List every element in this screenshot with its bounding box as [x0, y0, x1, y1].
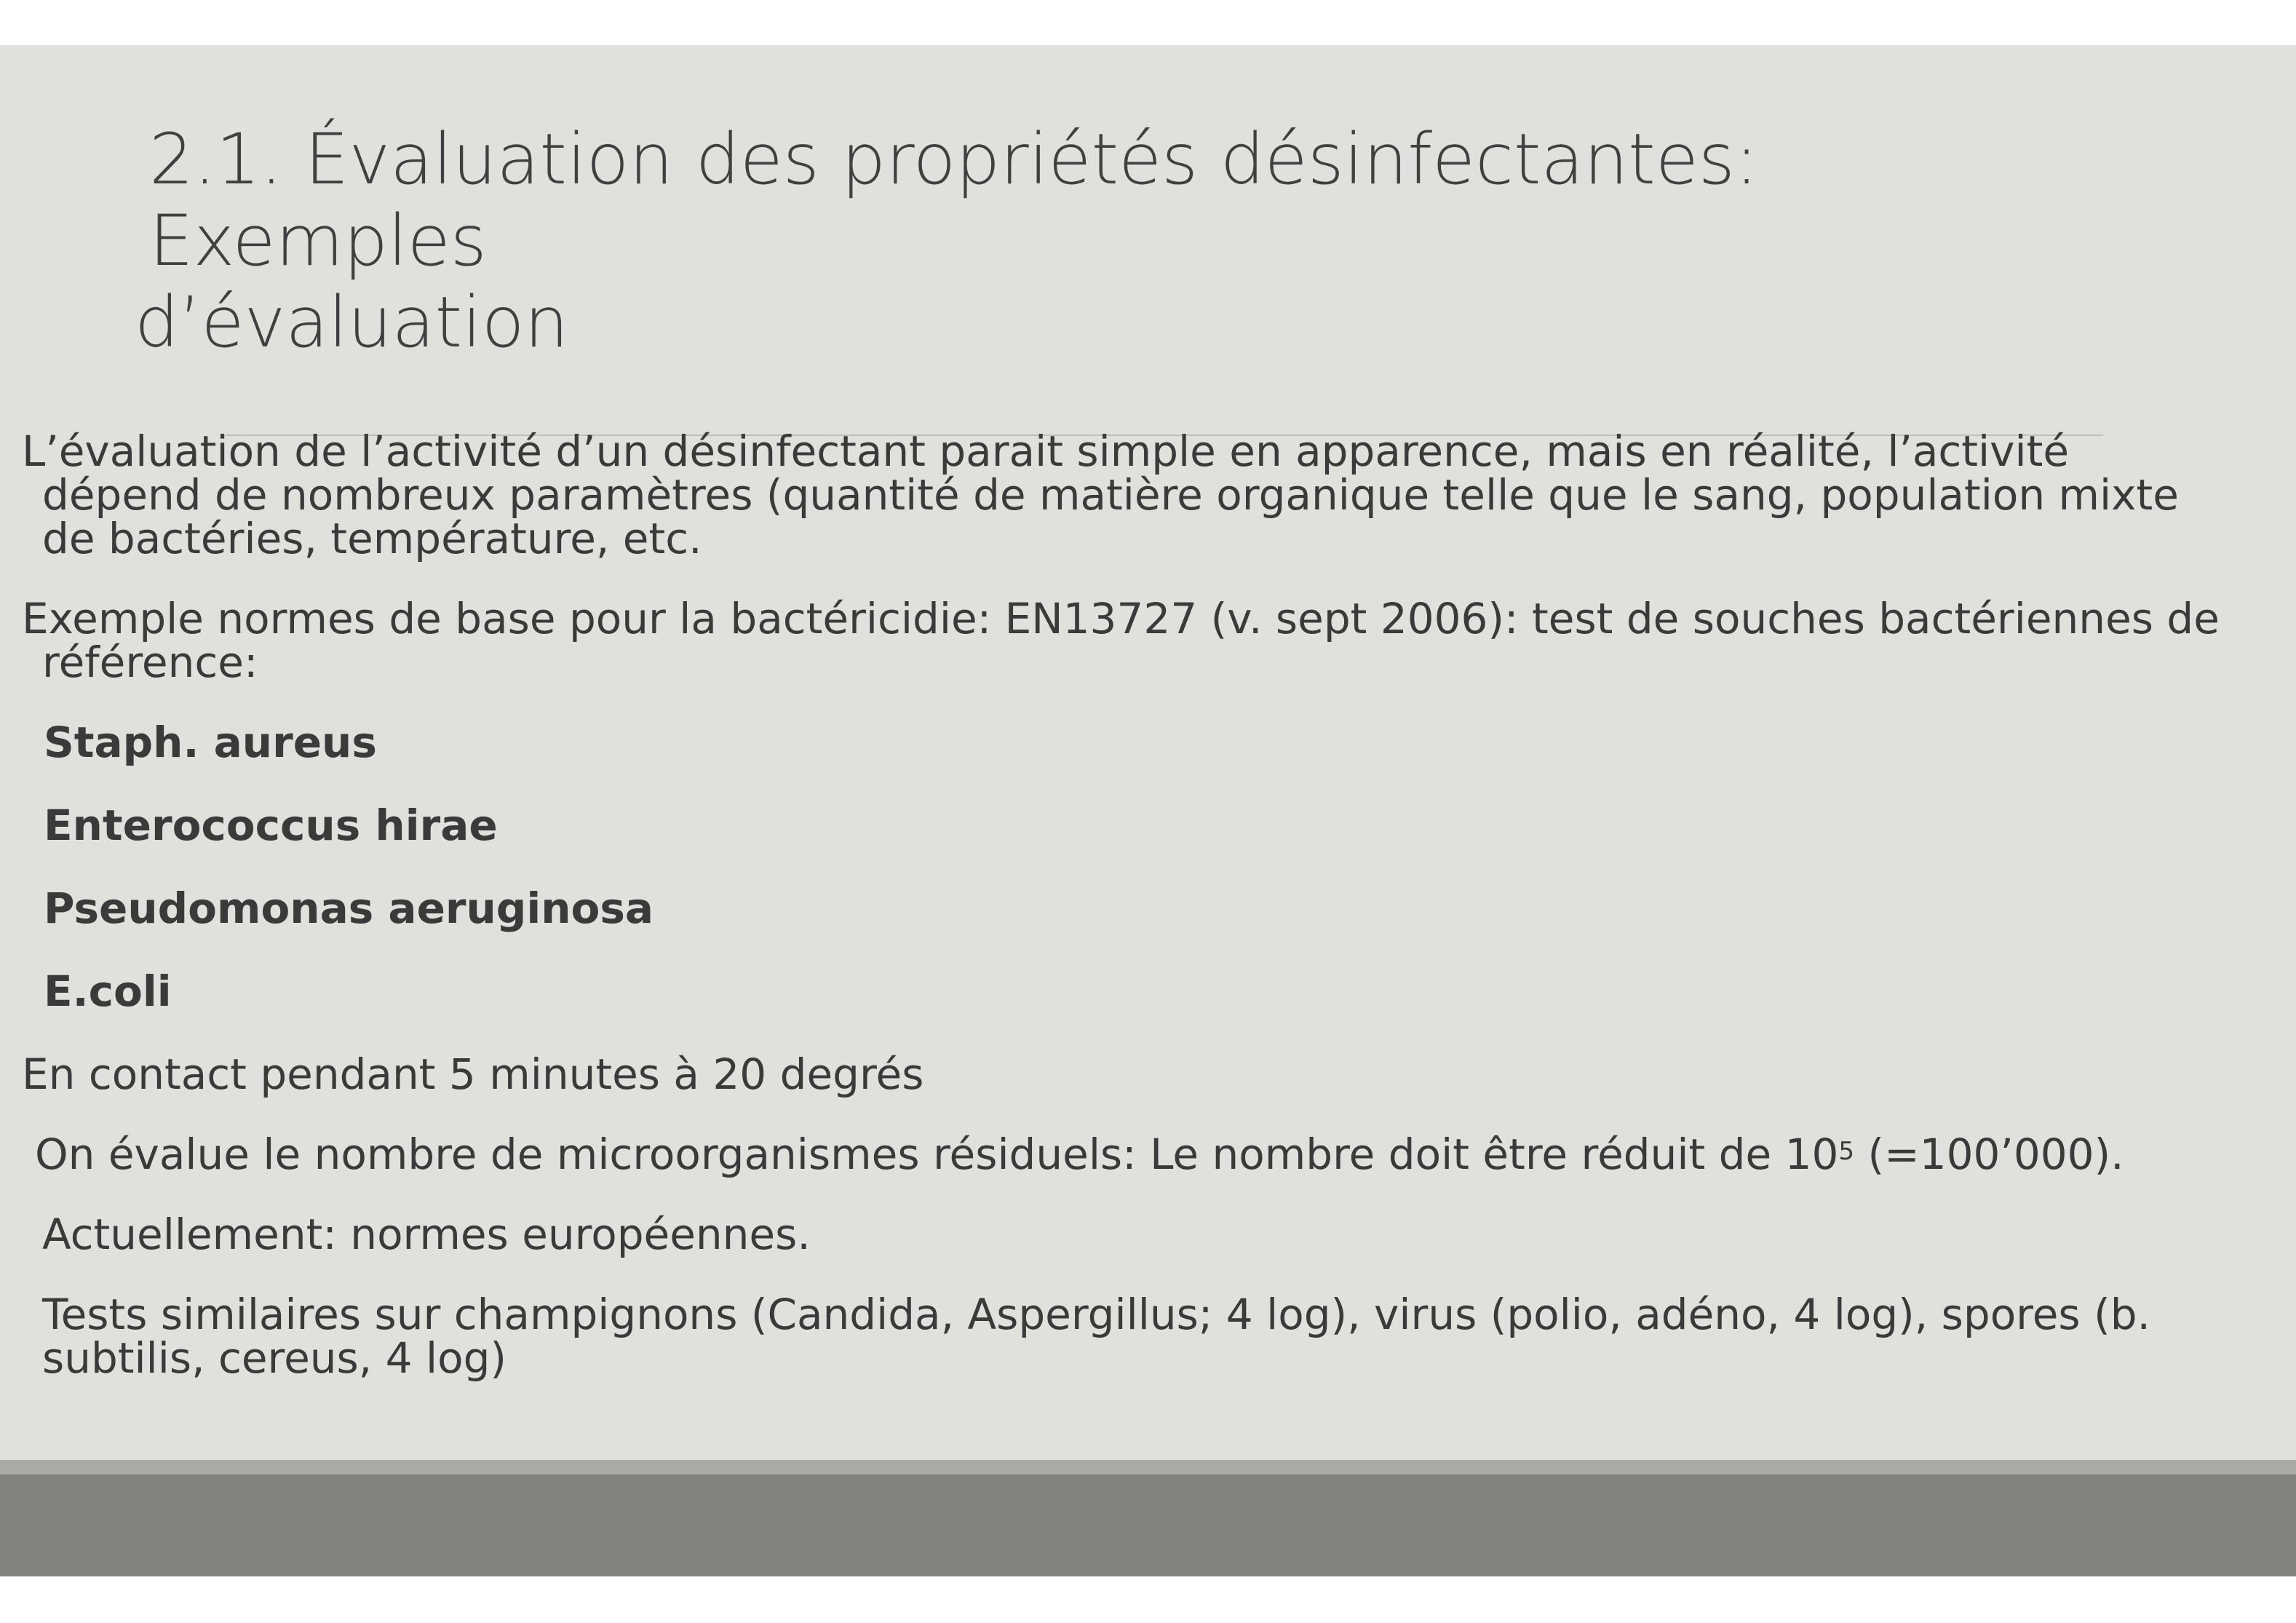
similar-tests-paragraph: Tests similaires sur champignons (Candida, Aspergillus; 4 log), virus (polio, adéno, 4 log), spores (b. subtilis, cereus, 4 log): [42, 1290, 2150, 1383]
footer-stripe-light: [0, 1460, 2296, 1475]
strain-item: E.coli: [44, 967, 172, 1016]
title-line-1: 2.1. Évaluation des propriétés désinfectantes: Exemples: [149, 119, 1759, 282]
intro-paragraph: L’évaluation de l’activité d’un désinfectant parait simple en apparence, mais en réalité, l’activité dépend de nombreux paramètres (quantité de matière organique telle que le sang, population mixte de bactéries, température, etc.: [22, 426, 2179, 563]
slide-title: [135, 119, 2027, 363]
slide-body: [22, 426, 2241, 1416]
reduction-exponent: 5: [1838, 1137, 1855, 1166]
strain-item: Pseudomonas aeruginosa: [44, 884, 654, 933]
norms-paragraph: Exemple normes de base pour la bactéricidie: EN13727 (v. sept 2006): test de souches bactériennes de référence:: [22, 594, 2220, 687]
title-line-2: d’évaluation: [135, 282, 569, 363]
current-paragraph: Actuellement: normes européennes.: [42, 1210, 811, 1259]
reduction-value: (=100’000).: [1854, 1130, 2124, 1179]
footer-band: [0, 1475, 2296, 1576]
strain-item: Staph. aureus: [44, 718, 377, 767]
reduction-text: On évalue le nombre de microorganismes résiduels: Le nombre doit être réduit de 10: [35, 1130, 1839, 1179]
contact-paragraph: En contact pendant 5 minutes à 20 degrés: [22, 1049, 924, 1099]
strain-item: Enterococcus hirae: [44, 801, 498, 850]
reduction-paragraph: [22, 1130, 2241, 1179]
